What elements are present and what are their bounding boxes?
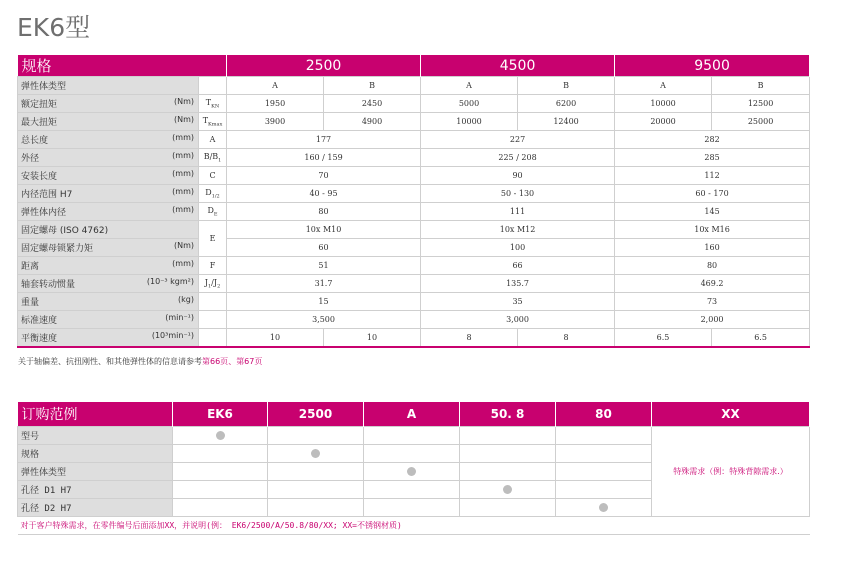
page-67-link[interactable]: 第67页 — [236, 357, 263, 366]
row-label: 弹性体类型 — [18, 77, 199, 95]
order-cell — [268, 427, 364, 445]
spec-row — [18, 203, 810, 221]
cell: 73 — [615, 293, 810, 311]
row-unit: (mm) — [172, 205, 194, 214]
row-label — [18, 275, 199, 293]
cell: 282 — [615, 131, 810, 149]
order-cell — [364, 427, 460, 445]
order-cell — [460, 427, 556, 445]
row-label-text: 距离 — [21, 262, 40, 272]
row-unit: (mm) — [172, 187, 194, 196]
cell: 6.5 — [615, 329, 712, 348]
cell: 225 / 208 — [421, 149, 615, 167]
order-cell — [268, 463, 364, 481]
spec-row — [18, 275, 810, 293]
cell: 12500 — [712, 95, 810, 113]
special-request-cell: 特殊需求（例：特殊背隙需求.） — [652, 427, 810, 517]
spec-row — [18, 239, 810, 257]
cell: 20000 — [615, 113, 712, 131]
cell: A — [421, 77, 518, 95]
spec-note — [18, 356, 262, 367]
order-cell — [364, 481, 460, 499]
order-cell — [556, 463, 652, 481]
row-label — [18, 113, 199, 131]
order-header-row — [18, 402, 810, 427]
row-label-text: 固定螺母 (ISO 4762) — [21, 226, 109, 236]
elastomer-row — [18, 77, 810, 95]
row-symbol: F — [199, 257, 227, 275]
order-cell — [173, 463, 268, 481]
row-label-text: 最大扭矩 — [21, 118, 58, 128]
row-unit: (10⁻³ kgm²) — [146, 277, 194, 286]
row-symbol: C — [199, 167, 227, 185]
row-symbol — [199, 293, 227, 311]
spec-table — [17, 55, 810, 348]
row-label — [18, 167, 199, 185]
cell: 80 — [227, 203, 421, 221]
cell: 10x M10 — [227, 221, 421, 239]
order-cell — [173, 499, 268, 517]
cell: 10000 — [615, 95, 712, 113]
spec-row — [18, 185, 810, 203]
cell: 3,500 — [227, 311, 421, 329]
cell: 6.5 — [712, 329, 810, 348]
row-symbol: E — [199, 221, 227, 257]
cell: 177 — [227, 131, 421, 149]
row-label — [18, 311, 199, 329]
order-col-size: 2500 — [268, 402, 364, 427]
row-label-text: 固定螺母锁紧力矩 — [21, 244, 94, 254]
cell: 160 / 159 — [227, 149, 421, 167]
row-unit: (mm) — [172, 259, 194, 268]
row-label — [18, 185, 199, 203]
cell: 10 — [227, 329, 324, 348]
cell: B — [518, 77, 615, 95]
cell: B — [712, 77, 810, 95]
selection-dot — [216, 431, 225, 440]
cell: 60 — [227, 239, 421, 257]
order-cell — [460, 445, 556, 463]
order-cell — [556, 427, 652, 445]
order-cell — [556, 499, 652, 517]
order-row-label: 弹性体类型 — [18, 463, 173, 481]
order-cell — [173, 481, 268, 499]
cell: 12400 — [518, 113, 615, 131]
cell: 111 — [421, 203, 615, 221]
row-symbol: $D_{1/2}$ — [199, 185, 227, 203]
row-label-text: 内径范围 H7 — [21, 190, 73, 200]
row-unit: (mm) — [172, 151, 194, 160]
cell: 50 - 130 — [421, 185, 615, 203]
cell: 112 — [615, 167, 810, 185]
order-cell — [364, 445, 460, 463]
cell: 10 — [324, 329, 421, 348]
row-symbol: $T_{Kmax}$ — [199, 113, 227, 131]
row-label-text: 安装长度 — [21, 172, 58, 182]
row-symbol: $D_E$ — [199, 203, 227, 221]
row-label — [18, 329, 199, 348]
order-footer-row — [18, 517, 810, 535]
row-unit: (Nm) — [173, 97, 194, 106]
order-cell — [364, 499, 460, 517]
row-label-text: 轴套转动惯量 — [21, 280, 76, 290]
row-label-text: 外径 — [21, 154, 40, 164]
spec-header-row — [18, 55, 810, 77]
order-row-label: 孔径 D2 H7 — [18, 499, 173, 517]
order-cell — [364, 463, 460, 481]
order-row-label: 规格 — [18, 445, 173, 463]
order-row-label: 型号 — [18, 427, 173, 445]
cell: 15 — [227, 293, 421, 311]
size-9500-header: 9500 — [615, 55, 810, 77]
cell: 70 — [227, 167, 421, 185]
row-label-text: 总长度 — [21, 136, 49, 146]
page-66-link[interactable]: 第66页 — [202, 357, 229, 366]
cell: 60 - 170 — [615, 185, 810, 203]
spec-row — [18, 221, 810, 239]
spec-row — [18, 131, 810, 149]
spec-row — [18, 293, 810, 311]
cell: 40 - 95 — [227, 185, 421, 203]
row-label — [18, 131, 199, 149]
note-text: 关于轴偏差、抗扭刚性、和其他弹性体的信息请参考 — [18, 357, 202, 366]
row-unit: (mm) — [172, 169, 194, 178]
cell: 10x M12 — [421, 221, 615, 239]
cell: 135.7 — [421, 275, 615, 293]
order-col-model: EK6 — [173, 402, 268, 427]
spec-row — [18, 311, 810, 329]
order-footer-note: 对于客户特殊需求，在零件编号后面添加XX，并说明(例： EK6/2500/A/50.8/80/XX; XX=不锈钢材质) — [18, 517, 810, 535]
order-header-label: 订购范例 — [18, 402, 173, 427]
order-col-d1: 50. 8 — [460, 402, 556, 427]
row-symbol: $T_{KN}$ — [199, 95, 227, 113]
order-cell — [268, 481, 364, 499]
row-symbol: $J_1/J_2$ — [199, 275, 227, 293]
cell: 4900 — [324, 113, 421, 131]
row-unit: (Nm) — [173, 115, 194, 124]
spec-row — [18, 113, 810, 131]
cell: 2450 — [324, 95, 421, 113]
row-symbol — [199, 311, 227, 329]
cell: 469.2 — [615, 275, 810, 293]
cell: 31.7 — [227, 275, 421, 293]
cell: 51 — [227, 257, 421, 275]
row-symbol: $B/B_1$ — [199, 149, 227, 167]
cell: 3900 — [227, 113, 324, 131]
row-label-text: 标准速度 — [21, 316, 58, 326]
spec-header-label: 规格 — [18, 55, 227, 77]
cell: 3,000 — [421, 311, 615, 329]
row-label-text: 重量 — [21, 298, 40, 308]
order-table — [17, 402, 810, 535]
cell: 5000 — [421, 95, 518, 113]
cell: 227 — [421, 131, 615, 149]
cell: 100 — [421, 239, 615, 257]
order-cell — [460, 499, 556, 517]
cell: 1950 — [227, 95, 324, 113]
order-cell — [556, 445, 652, 463]
cell: 8 — [421, 329, 518, 348]
selection-dot — [407, 467, 416, 476]
row-label — [18, 257, 199, 275]
order-col-special: XX — [652, 402, 810, 427]
cell: 8 — [518, 329, 615, 348]
note-sep: 、 — [228, 357, 237, 366]
spec-row — [18, 329, 810, 348]
spec-row — [18, 149, 810, 167]
size-4500-header: 4500 — [421, 55, 615, 77]
cell: 2,000 — [615, 311, 810, 329]
row-symbol: A — [199, 131, 227, 149]
row-label-text: 平衡速度 — [21, 334, 58, 344]
order-cell — [173, 427, 268, 445]
cell: B — [324, 77, 421, 95]
spec-row — [18, 95, 810, 113]
spec-row — [18, 167, 810, 185]
row-unit: (kg) — [178, 295, 194, 304]
cell: A — [227, 77, 324, 95]
order-col-elastomer: A — [364, 402, 460, 427]
cell: 66 — [421, 257, 615, 275]
cell: 145 — [615, 203, 810, 221]
order-cell — [460, 463, 556, 481]
row-label — [18, 95, 199, 113]
row-unit: (mm) — [172, 133, 194, 142]
row-unit: (Nm) — [173, 241, 194, 250]
row-unit: (min⁻¹) — [165, 313, 194, 322]
order-cell — [556, 481, 652, 499]
cell: 35 — [421, 293, 615, 311]
cell: A — [615, 77, 712, 95]
row-label — [18, 149, 199, 167]
row-label — [18, 239, 199, 257]
order-cell — [460, 481, 556, 499]
cell: 160 — [615, 239, 810, 257]
order-cell — [268, 445, 364, 463]
spec-row — [18, 257, 810, 275]
cell: 25000 — [712, 113, 810, 131]
cell: 90 — [421, 167, 615, 185]
order-row-label: 孔径 D1 H7 — [18, 481, 173, 499]
row-symbol — [199, 329, 227, 348]
row-label — [18, 203, 199, 221]
selection-dot — [599, 503, 608, 512]
cell: 80 — [615, 257, 810, 275]
cell: 285 — [615, 149, 810, 167]
order-row — [18, 427, 810, 445]
selection-dot — [503, 485, 512, 494]
order-cell — [268, 499, 364, 517]
row-unit: (10³min⁻¹) — [151, 331, 194, 340]
row-label-text: 弹性体内径 — [21, 208, 67, 218]
cell: 10x M16 — [615, 221, 810, 239]
row-label — [18, 221, 199, 239]
cell: 6200 — [518, 95, 615, 113]
order-col-d2: 80 — [556, 402, 652, 427]
row-label-text: 额定扭矩 — [21, 100, 58, 110]
order-cell — [173, 445, 268, 463]
selection-dot — [311, 449, 320, 458]
size-2500-header: 2500 — [227, 55, 421, 77]
page-title: EK6型 — [17, 13, 91, 42]
row-label — [18, 293, 199, 311]
cell: 10000 — [421, 113, 518, 131]
